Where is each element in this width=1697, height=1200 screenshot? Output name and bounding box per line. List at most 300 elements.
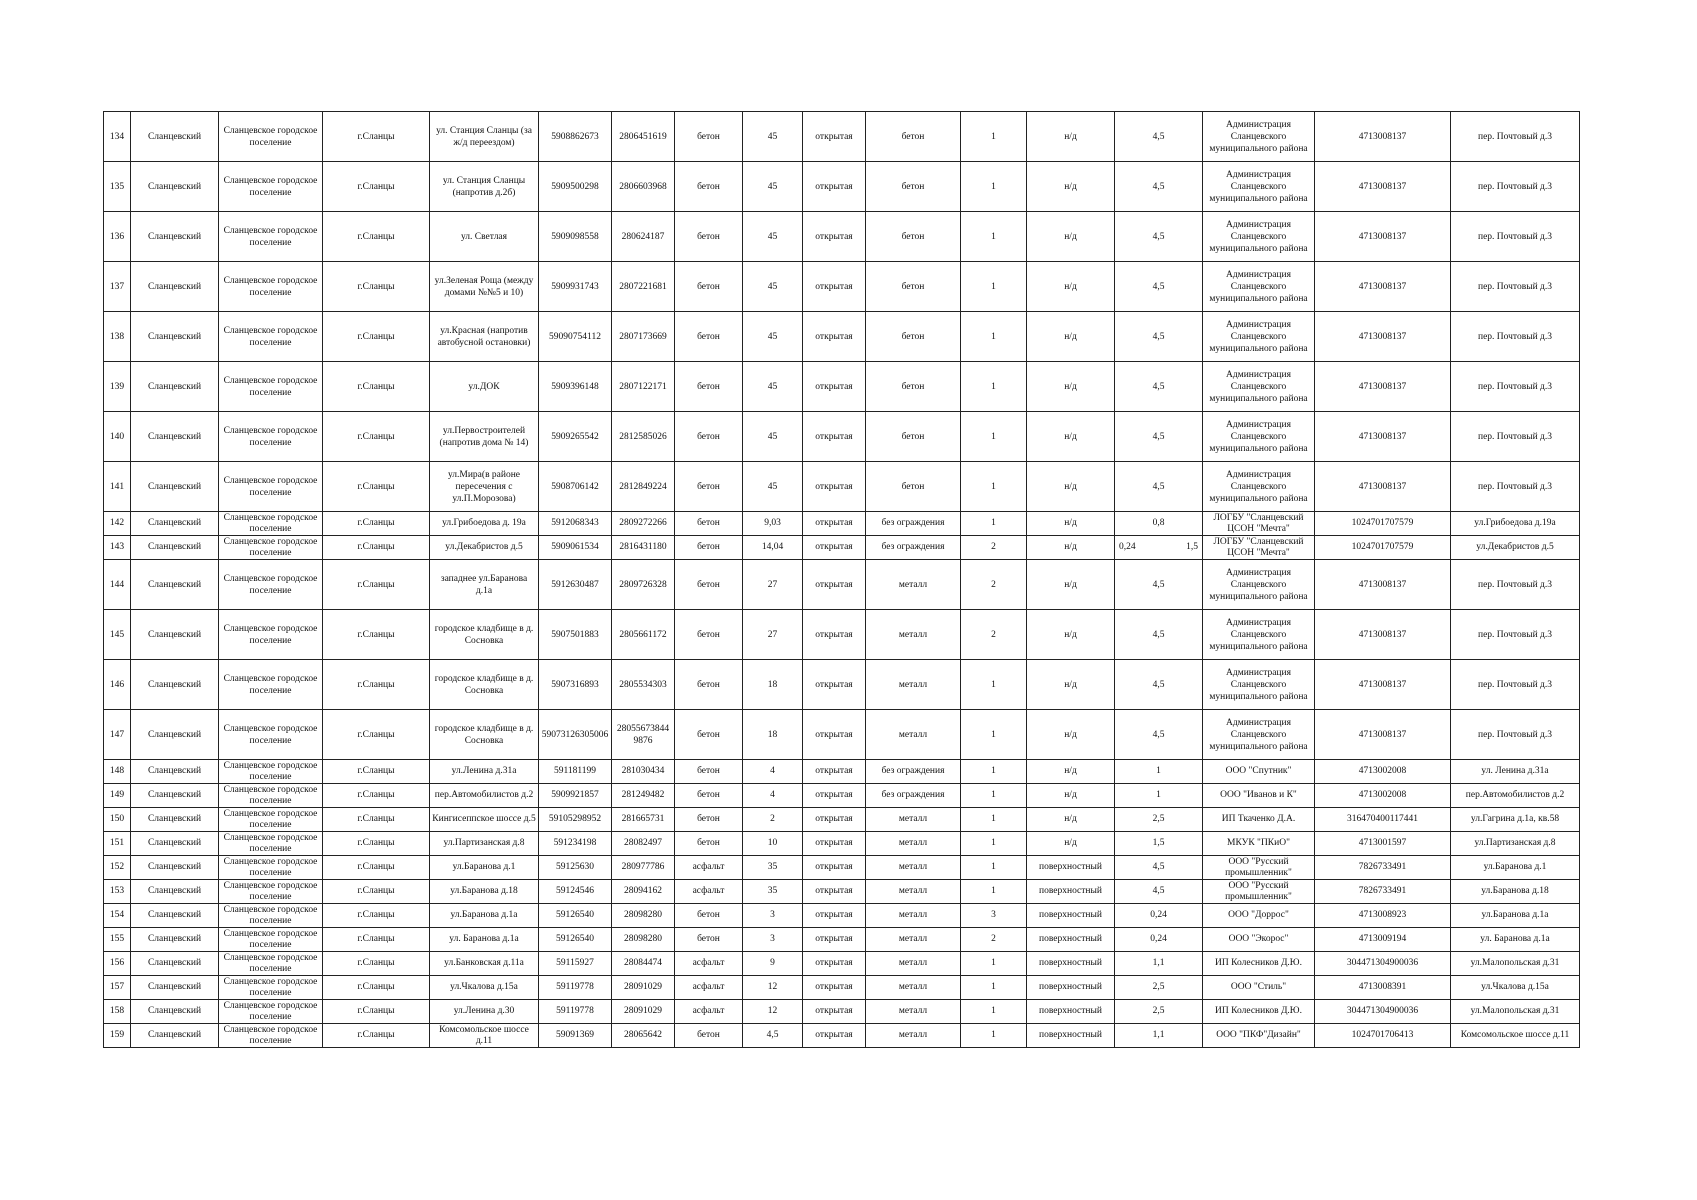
locality-cell: г.Сланцы (323, 832, 430, 856)
container-kind-cell: н/д (1027, 610, 1115, 660)
area-cell: 27 (743, 610, 803, 660)
area-cell: 3 (743, 928, 803, 952)
owner-inn-cell: 4713008137 (1315, 162, 1451, 212)
latitude-cell: 59091369 (539, 1024, 612, 1048)
fence-cell: без ограждения (866, 536, 961, 560)
volume-cell: 4,5 (1115, 412, 1203, 462)
longitude-cell: 2812849224 (612, 462, 675, 512)
settlement-cell: Сланцевское городское поселение (219, 536, 323, 560)
surface-cell: асфальт (675, 880, 743, 904)
owner-inn-cell: 1024701706413 (1315, 1024, 1451, 1048)
settlement-cell: Сланцевское городское поселение (219, 928, 323, 952)
site-type-cell: открытая (803, 162, 866, 212)
site-type-cell: открытая (803, 808, 866, 832)
settlement-cell: Сланцевское городское поселение (219, 162, 323, 212)
row-number: 138 (104, 312, 131, 362)
owner-cell: МКУК "ПКиО" (1203, 832, 1315, 856)
address-cell: ул. Баранова д.1а (430, 928, 539, 952)
longitude-cell: 2812585026 (612, 412, 675, 462)
address-cell: ул.Баранова д.1а (430, 904, 539, 928)
owner-inn-cell: 4713008137 (1315, 312, 1451, 362)
table-row (104, 212, 1580, 262)
surface-cell: бетон (675, 1024, 743, 1048)
volume-cell: 4,5 (1115, 710, 1203, 760)
owner-address-cell: ул.Баранова д.1а (1451, 904, 1580, 928)
owner-inn-cell: 4713008137 (1315, 462, 1451, 512)
settlement-cell: Сланцевское городское поселение (219, 560, 323, 610)
locality-cell: г.Сланцы (323, 1000, 430, 1024)
area-cell: 9,03 (743, 512, 803, 536)
fence-cell: металл (866, 976, 961, 1000)
table-row (104, 536, 1580, 560)
area-cell: 45 (743, 112, 803, 162)
fence-cell: бетон (866, 462, 961, 512)
owner-address-cell: ул.Баранова д.1 (1451, 856, 1580, 880)
locality-cell: г.Сланцы (323, 880, 430, 904)
area-cell: 18 (743, 660, 803, 710)
container-kind-cell: н/д (1027, 832, 1115, 856)
longitude-cell: 28065642 (612, 1024, 675, 1048)
locality-cell: г.Сланцы (323, 412, 430, 462)
address-cell: Комсомольское шоссе д.11 (430, 1024, 539, 1048)
owner-inn-cell: 4713008137 (1315, 112, 1451, 162)
table-row (104, 312, 1580, 362)
locality-cell: г.Сланцы (323, 462, 430, 512)
longitude-cell: 2807221681 (612, 262, 675, 312)
locality-cell: г.Сланцы (323, 512, 430, 536)
table-row (104, 112, 1580, 162)
table-row (104, 162, 1580, 212)
site-type-cell: открытая (803, 928, 866, 952)
surface-cell: бетон (675, 412, 743, 462)
fence-cell: бетон (866, 112, 961, 162)
owner-inn-cell: 4713009194 (1315, 928, 1451, 952)
owner-cell: ООО "Экорос" (1203, 928, 1315, 952)
container-kind-cell: н/д (1027, 710, 1115, 760)
area-cell: 45 (743, 362, 803, 412)
owner-cell: ООО "Стиль" (1203, 976, 1315, 1000)
longitude-cell: 2805661172 (612, 610, 675, 660)
container-kind-cell: поверхностный (1027, 952, 1115, 976)
table-row (104, 660, 1580, 710)
owner-cell: ИП Колесников Д.Ю. (1203, 952, 1315, 976)
settlement-cell: Сланцевское городское поселение (219, 362, 323, 412)
site-type-cell: открытая (803, 760, 866, 784)
container-count-cell: 1 (961, 784, 1027, 808)
longitude-cell: 28098280 (612, 904, 675, 928)
row-number: 149 (104, 784, 131, 808)
owner-address-cell: ул.Декабристов д.5 (1451, 536, 1580, 560)
latitude-cell: 5908706142 (539, 462, 612, 512)
settlement-cell: Сланцевское городское поселение (219, 856, 323, 880)
owner-cell: ИП Ткаченко Д.А. (1203, 808, 1315, 832)
container-count-cell: 1 (961, 312, 1027, 362)
district-cell: Сланцевский (131, 784, 219, 808)
district-cell: Сланцевский (131, 312, 219, 362)
address-cell: ул.Грибоедова д. 19а (430, 512, 539, 536)
volume-cell: 0,24 (1115, 904, 1203, 928)
address-cell: ул.ДОК (430, 362, 539, 412)
container-kind-cell: н/д (1027, 560, 1115, 610)
row-number: 151 (104, 832, 131, 856)
site-type-cell: открытая (803, 904, 866, 928)
volume-cell: 4,5 (1115, 560, 1203, 610)
container-count-cell: 1 (961, 1024, 1027, 1048)
surface-cell: бетон (675, 808, 743, 832)
container-kind-cell: поверхностный (1027, 976, 1115, 1000)
row-number: 141 (104, 462, 131, 512)
owner-inn-cell: 304471304900036 (1315, 952, 1451, 976)
owner-inn-cell: 304471304900036 (1315, 1000, 1451, 1024)
volume-cell: 0,8 (1115, 512, 1203, 536)
owner-cell: ООО "Русский промышленник" (1203, 880, 1315, 904)
surface-cell: бетон (675, 760, 743, 784)
container-kind-cell: поверхностный (1027, 880, 1115, 904)
owner-address-cell: ул. Ленина д.31а (1451, 760, 1580, 784)
longitude-cell: 2809272266 (612, 512, 675, 536)
volume-cell: 1 (1115, 784, 1203, 808)
settlement-cell: Сланцевское городское поселение (219, 660, 323, 710)
table-row (104, 760, 1580, 784)
latitude-cell: 59124546 (539, 880, 612, 904)
settlement-cell: Сланцевское городское поселение (219, 512, 323, 536)
area-cell: 27 (743, 560, 803, 610)
area-cell: 35 (743, 856, 803, 880)
volume-cell: 2,5 (1115, 976, 1203, 1000)
owner-inn-cell: 4713008137 (1315, 212, 1451, 262)
container-count-cell: 1 (961, 1000, 1027, 1024)
latitude-cell: 591234198 (539, 832, 612, 856)
volume-cell: 2,5 (1115, 1000, 1203, 1024)
owner-cell: Администрация Сланцевского муниципального района (1203, 462, 1315, 512)
site-type-cell: открытая (803, 610, 866, 660)
latitude-cell: 5909098558 (539, 212, 612, 262)
container-count-cell: 1 (961, 952, 1027, 976)
site-type-cell: открытая (803, 710, 866, 760)
surface-cell: бетон (675, 112, 743, 162)
settlement-cell: Сланцевское городское поселение (219, 760, 323, 784)
volume-cell: 1,1 (1115, 1024, 1203, 1048)
locality-cell: г.Сланцы (323, 660, 430, 710)
area-cell: 45 (743, 412, 803, 462)
latitude-cell: 59073126305006 (539, 710, 612, 760)
latitude-cell: 5907316893 (539, 660, 612, 710)
address-cell: западнее ул.Баранова д.1а (430, 560, 539, 610)
table-row (104, 976, 1580, 1000)
latitude-cell: 5912630487 (539, 560, 612, 610)
container-count-cell: 1 (961, 710, 1027, 760)
volume-cell: 4,5 (1115, 162, 1203, 212)
container-count-cell: 1 (961, 412, 1027, 462)
row-number: 134 (104, 112, 131, 162)
surface-cell: бетон (675, 832, 743, 856)
row-number: 143 (104, 536, 131, 560)
container-count-cell: 2 (961, 928, 1027, 952)
surface-cell: бетон (675, 904, 743, 928)
owner-address-cell: ул.Малопольская д.31 (1451, 952, 1580, 976)
row-number: 135 (104, 162, 131, 212)
address-cell: ул.Мира(в районе пересечения с ул.П.Морозова) (430, 462, 539, 512)
latitude-cell: 59115927 (539, 952, 612, 976)
table-row (104, 856, 1580, 880)
owner-cell: ООО "Русский промышленник" (1203, 856, 1315, 880)
surface-cell: бетон (675, 710, 743, 760)
owner-address-cell: пер. Почтовый д.3 (1451, 610, 1580, 660)
settlement-cell: Сланцевское городское поселение (219, 710, 323, 760)
district-cell: Сланцевский (131, 560, 219, 610)
site-type-cell: открытая (803, 412, 866, 462)
container-kind-cell: н/д (1027, 362, 1115, 412)
site-type-cell: открытая (803, 856, 866, 880)
fence-cell: металл (866, 710, 961, 760)
table-row (104, 560, 1580, 610)
locality-cell: г.Сланцы (323, 856, 430, 880)
fence-cell: металл (866, 832, 961, 856)
owner-cell: ЛОГБУ "Сланцевский ЦСОН "Мечта" (1203, 536, 1315, 560)
site-type-cell: открытая (803, 560, 866, 610)
area-cell: 2 (743, 808, 803, 832)
row-number: 156 (104, 952, 131, 976)
locality-cell: г.Сланцы (323, 976, 430, 1000)
latitude-cell: 59090754112 (539, 312, 612, 362)
volume-cell: 4,5 (1115, 262, 1203, 312)
district-cell: Сланцевский (131, 760, 219, 784)
row-number: 159 (104, 1024, 131, 1048)
latitude-cell: 59119778 (539, 976, 612, 1000)
volume-cell: 4,5 (1115, 112, 1203, 162)
owner-cell: Администрация Сланцевского муниципального района (1203, 412, 1315, 462)
surface-cell: асфальт (675, 952, 743, 976)
surface-cell: бетон (675, 212, 743, 262)
longitude-cell: 28094162 (612, 880, 675, 904)
site-type-cell: открытая (803, 262, 866, 312)
district-cell: Сланцевский (131, 832, 219, 856)
volume-a: 0,24 (1119, 542, 1136, 552)
longitude-cell: 28091029 (612, 976, 675, 1000)
container-count-cell: 3 (961, 904, 1027, 928)
owner-cell: Администрация Сланцевского муниципального района (1203, 610, 1315, 660)
owner-address-cell: пер. Почтовый д.3 (1451, 362, 1580, 412)
address-cell: ул. Станция Сланцы (напротив д.2б) (430, 162, 539, 212)
fence-cell: бетон (866, 312, 961, 362)
owner-inn-cell: 4713008137 (1315, 610, 1451, 660)
container-kind-cell: н/д (1027, 412, 1115, 462)
latitude-cell: 5909265542 (539, 412, 612, 462)
fence-cell: металл (866, 904, 961, 928)
address-cell: ул.Баранова д.1 (430, 856, 539, 880)
address-cell: городское кладбище в д. Сосновка (430, 710, 539, 760)
locality-cell: г.Сланцы (323, 610, 430, 660)
district-cell: Сланцевский (131, 976, 219, 1000)
address-cell: ул. Светлая (430, 212, 539, 262)
table-row (104, 610, 1580, 660)
district-cell: Сланцевский (131, 952, 219, 976)
owner-inn-cell: 4713001597 (1315, 832, 1451, 856)
container-count-cell: 1 (961, 808, 1027, 832)
container-count-cell: 1 (961, 162, 1027, 212)
container-kind-cell: н/д (1027, 808, 1115, 832)
owner-address-cell: пер. Почтовый д.3 (1451, 462, 1580, 512)
longitude-cell: 281249482 (612, 784, 675, 808)
volume-cell: 4,5 (1115, 880, 1203, 904)
area-cell: 12 (743, 1000, 803, 1024)
fence-cell: бетон (866, 362, 961, 412)
address-cell: ул.Ленина д.31а (430, 760, 539, 784)
container-count-cell: 1 (961, 660, 1027, 710)
table-row (104, 512, 1580, 536)
site-type-cell: открытая (803, 1000, 866, 1024)
fence-cell: бетон (866, 162, 961, 212)
owner-inn-cell: 1024701707579 (1315, 536, 1451, 560)
container-count-cell: 2 (961, 560, 1027, 610)
owner-inn-cell: 1024701707579 (1315, 512, 1451, 536)
volume-cell: 4,5 (1115, 462, 1203, 512)
row-number: 139 (104, 362, 131, 412)
table-row (104, 808, 1580, 832)
settlement-cell: Сланцевское городское поселение (219, 952, 323, 976)
volume-cell: 4,5 (1115, 312, 1203, 362)
container-count-cell: 2 (961, 610, 1027, 660)
fence-cell: металл (866, 928, 961, 952)
table-row (104, 832, 1580, 856)
container-kind-cell: н/д (1027, 536, 1115, 560)
locality-cell: г.Сланцы (323, 112, 430, 162)
fence-cell: металл (866, 808, 961, 832)
district-cell: Сланцевский (131, 1000, 219, 1024)
container-count-cell: 1 (961, 880, 1027, 904)
address-cell: ул.Ленина д.30 (430, 1000, 539, 1024)
locality-cell: г.Сланцы (323, 362, 430, 412)
owner-address-cell: ул.Чкалова д.15а (1451, 976, 1580, 1000)
container-kind-cell: поверхностный (1027, 856, 1115, 880)
longitude-cell: 28082497 (612, 832, 675, 856)
surface-cell: бетон (675, 928, 743, 952)
latitude-cell: 5907501883 (539, 610, 612, 660)
settlement-cell: Сланцевское городское поселение (219, 880, 323, 904)
settlement-cell: Сланцевское городское поселение (219, 610, 323, 660)
surface-cell: бетон (675, 536, 743, 560)
locality-cell: г.Сланцы (323, 262, 430, 312)
site-type-cell: открытая (803, 784, 866, 808)
fence-cell: металл (866, 856, 961, 880)
container-kind-cell: поверхностный (1027, 1000, 1115, 1024)
owner-inn-cell: 4713008137 (1315, 560, 1451, 610)
area-cell: 45 (743, 262, 803, 312)
latitude-cell: 5912068343 (539, 512, 612, 536)
table-row (104, 784, 1580, 808)
owner-cell: ООО "ПКФ"Дизайн" (1203, 1024, 1315, 1048)
fence-cell: металл (866, 560, 961, 610)
owner-cell: Администрация Сланцевского муниципального района (1203, 112, 1315, 162)
owner-cell: Администрация Сланцевского муниципального района (1203, 262, 1315, 312)
longitude-cell: 2816431180 (612, 536, 675, 560)
volume-cell: 2,5 (1115, 808, 1203, 832)
site-type-cell: открытая (803, 462, 866, 512)
locality-cell: г.Сланцы (323, 760, 430, 784)
volume-cell: 1 (1115, 760, 1203, 784)
site-type-cell: открытая (803, 212, 866, 262)
address-cell: ул.Чкалова д.15а (430, 976, 539, 1000)
area-cell: 45 (743, 312, 803, 362)
row-number: 145 (104, 610, 131, 660)
owner-inn-cell: 4713002008 (1315, 760, 1451, 784)
area-cell: 4 (743, 784, 803, 808)
settlement-cell: Сланцевское городское поселение (219, 212, 323, 262)
owner-cell: ЛОГБУ "Сланцевский ЦСОН "Мечта" (1203, 512, 1315, 536)
address-cell: городское кладбище в д. Сосновка (430, 610, 539, 660)
owner-address-cell: пер. Почтовый д.3 (1451, 412, 1580, 462)
longitude-cell: 2807173669 (612, 312, 675, 362)
row-number: 154 (104, 904, 131, 928)
volume-cell: 4,5 (1115, 856, 1203, 880)
area-cell: 4,5 (743, 1024, 803, 1048)
owner-inn-cell: 4713002008 (1315, 784, 1451, 808)
address-cell: ул.Зеленая Роща (между домами №№5 и 10) (430, 262, 539, 312)
row-number: 137 (104, 262, 131, 312)
owner-address-cell: ул.Баранова д.18 (1451, 880, 1580, 904)
table-row (104, 1024, 1580, 1048)
volume-cell: 4,5 (1115, 610, 1203, 660)
owner-address-cell: пер. Почтовый д.3 (1451, 262, 1580, 312)
table-row (104, 462, 1580, 512)
owner-inn-cell: 4713008137 (1315, 362, 1451, 412)
longitude-cell: 281030434 (612, 760, 675, 784)
owner-address-cell: Комсомольское шоссе д.11 (1451, 1024, 1580, 1048)
site-type-cell: открытая (803, 362, 866, 412)
address-cell: ул.Баранова д.18 (430, 880, 539, 904)
settlement-cell: Сланцевское городское поселение (219, 976, 323, 1000)
owner-inn-cell: 4713008391 (1315, 976, 1451, 1000)
container-count-cell: 1 (961, 462, 1027, 512)
container-kind-cell: поверхностный (1027, 928, 1115, 952)
district-cell: Сланцевский (131, 412, 219, 462)
owner-address-cell: пер. Почтовый д.3 (1451, 312, 1580, 362)
fence-cell: без ограждения (866, 760, 961, 784)
table-row (104, 880, 1580, 904)
site-type-cell: открытая (803, 952, 866, 976)
area-cell: 45 (743, 462, 803, 512)
address-cell: ул.Партизанская д.8 (430, 832, 539, 856)
address-cell: ул.Красная (напротив автобусной остановки) (430, 312, 539, 362)
volume-cell: 4,5 (1115, 362, 1203, 412)
row-number: 142 (104, 512, 131, 536)
volume-cell: 4,5 (1115, 212, 1203, 262)
surface-cell: бетон (675, 610, 743, 660)
container-count-cell: 1 (961, 362, 1027, 412)
longitude-cell: 28098280 (612, 928, 675, 952)
site-type-cell: открытая (803, 880, 866, 904)
table-row (104, 904, 1580, 928)
container-count-cell: 1 (961, 512, 1027, 536)
longitude-cell: 28091029 (612, 1000, 675, 1024)
fence-cell: металл (866, 610, 961, 660)
district-cell: Сланцевский (131, 212, 219, 262)
owner-inn-cell: 7826733491 (1315, 856, 1451, 880)
district-cell: Сланцевский (131, 536, 219, 560)
row-number: 153 (104, 880, 131, 904)
row-number: 147 (104, 710, 131, 760)
row-number: 144 (104, 560, 131, 610)
longitude-cell: 280977786 (612, 856, 675, 880)
locality-cell: г.Сланцы (323, 904, 430, 928)
site-type-cell: открытая (803, 512, 866, 536)
container-kind-cell: н/д (1027, 112, 1115, 162)
row-number: 140 (104, 412, 131, 462)
longitude-cell: 2806603968 (612, 162, 675, 212)
row-number: 157 (104, 976, 131, 1000)
district-cell: Сланцевский (131, 880, 219, 904)
area-cell: 35 (743, 880, 803, 904)
